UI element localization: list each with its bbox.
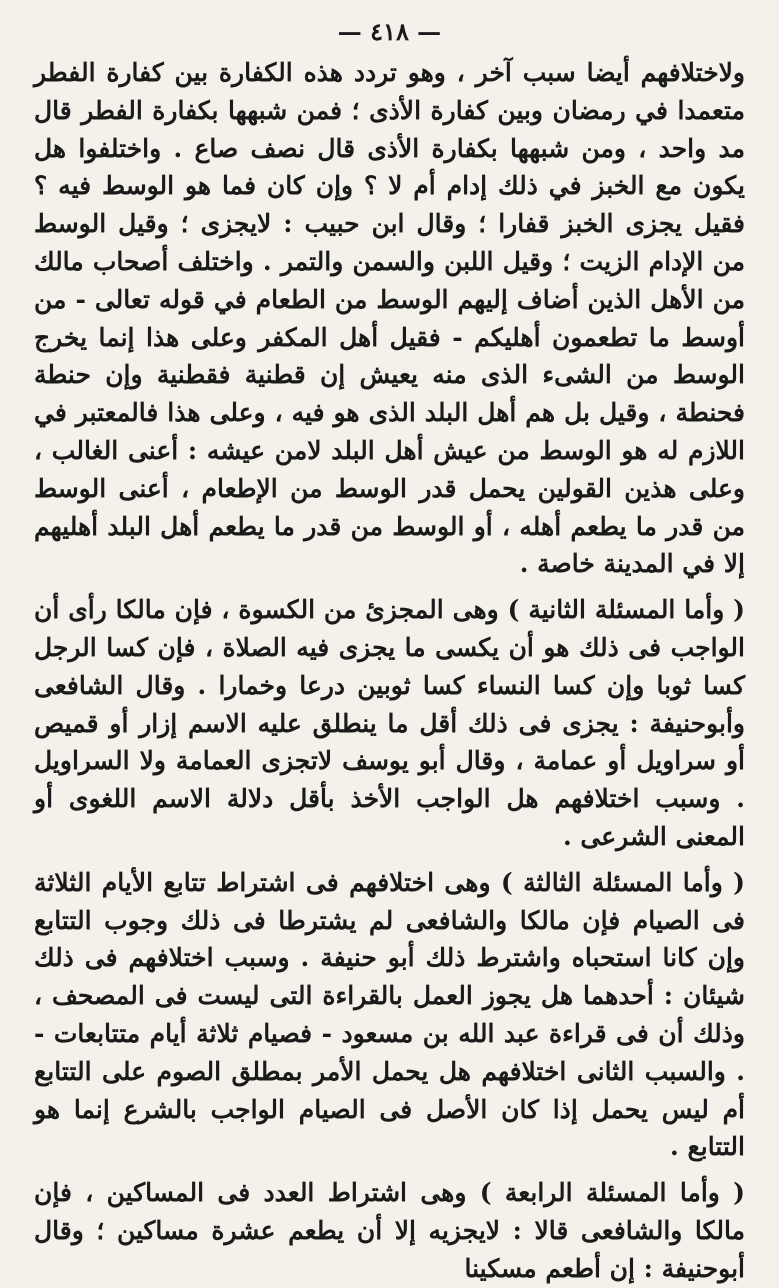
paragraph-4: ( وأما المسئلة الرابعة ) وهى اشتراط العدد فى المساكين ، فإن مالكا والشافعى قالا : لايجزيه إلا أن يطعم عشرة مساكين ؛ وقال أبوحنيفة : إن أطعم مسكينا	[34, 1178, 745, 1283]
paragraph-1: ولاختلافهم أيضا سبب آخر ، وهو تردد هذه الكفارة بين كفارة الفطر متعمدا في رمضان وبين كفارة الأذى ؛ فمن شبهها بكفارة الفطر قال مد واحد ، ومن شبهها بكفارة الأذى قال نصف صاع . واختلفوا هل يكون مع الخبز في ذلك إدام أم لا ؟ وإن كان فما هو الوسط فيه ؟ فقيل يجزى الخبز قفارا ؛ وقال ابن حبيب : لايجزى ؛ وقيل الوسط من الإدام الزيت ؛ وقيل اللبن والسمن والتمر . واختلف أصحاب مالك من الأهل الذين أضاف إليهم الوسط من الطعام في قوله تعالى - من أوسط ما تطعمون أهليكم - فقيل أهل المكفر وعلى هذا إنما يخرج الوسط من الشىء الذى منه يعيش إن قطنية فقطنية وإن حنطة فحنطة ، وقيل بل هم أهل البلد الذى هو فيه ، وعلى هذا فالمعتبر في اللازم له هو الوسط من عيش أهل البلد لامن عيشه : أعنى الغالب ، وعلى هذين القولين يحمل قدر الوسط من الإطعام ، أعنى الوسط من قدر ما يطعم أهله ، أو الوسط من قدر ما يطعم أهل البلد أهليهم إلا في المدينة خاصة .	[34, 58, 745, 579]
body-text	[34, 54, 745, 1288]
page-number: — ٤١٨ —	[337, 17, 442, 46]
paragraph-2: ( وأما المسئلة الثانية ) وهى المجزئ من الكسوة ، فإن مالكا رأى أن الواجب فى ذلك هو أن يكسى ما يجزى فيه الصلاة ، فإن كسا الرجل كسا ثوبا وإن كسا النساء كسا ثوبين درعا وخمارا . وقال الشافعى وأبوحنيفة : يجزى فى ذلك أقل ما ينطلق عليه الاسم إزار أو قميص أو سراويل أو عمامة ، وقال أبو يوسف لاتجزى العمامة ولا السراويل . وسبب اختلافهم هل الواجب الأخذ بأقل دلالة الاسم اللغوى أو المعنى الشرعى .	[34, 595, 745, 851]
paragraph-3: ( وأما المسئلة الثالثة ) وهى اختلافهم فى اشتراط تتابع الأيام الثلاثة فى الصيام فإن مالكا والشافعى لم يشترطا فى ذلك وجوب التتابع وإن كانا استحباه واشترط ذلك أبو حنيفة . وسبب اختلافهم فى ذلك شيئان : أحدهما هل يجوز العمل بالقراءة التى ليست فى المصحف ، وذلك أن فى قراءة عبد الله بن مسعود - فصيام ثلاثة أيام متتابعات - . والسبب الثانى اختلافهم هل يحمل الأمر بمطلق الصوم على التتابع أم ليس يحمل إذا كان الأصل فى الصيام الواجب بالشرع إنما هو التتابع .	[34, 867, 745, 1162]
